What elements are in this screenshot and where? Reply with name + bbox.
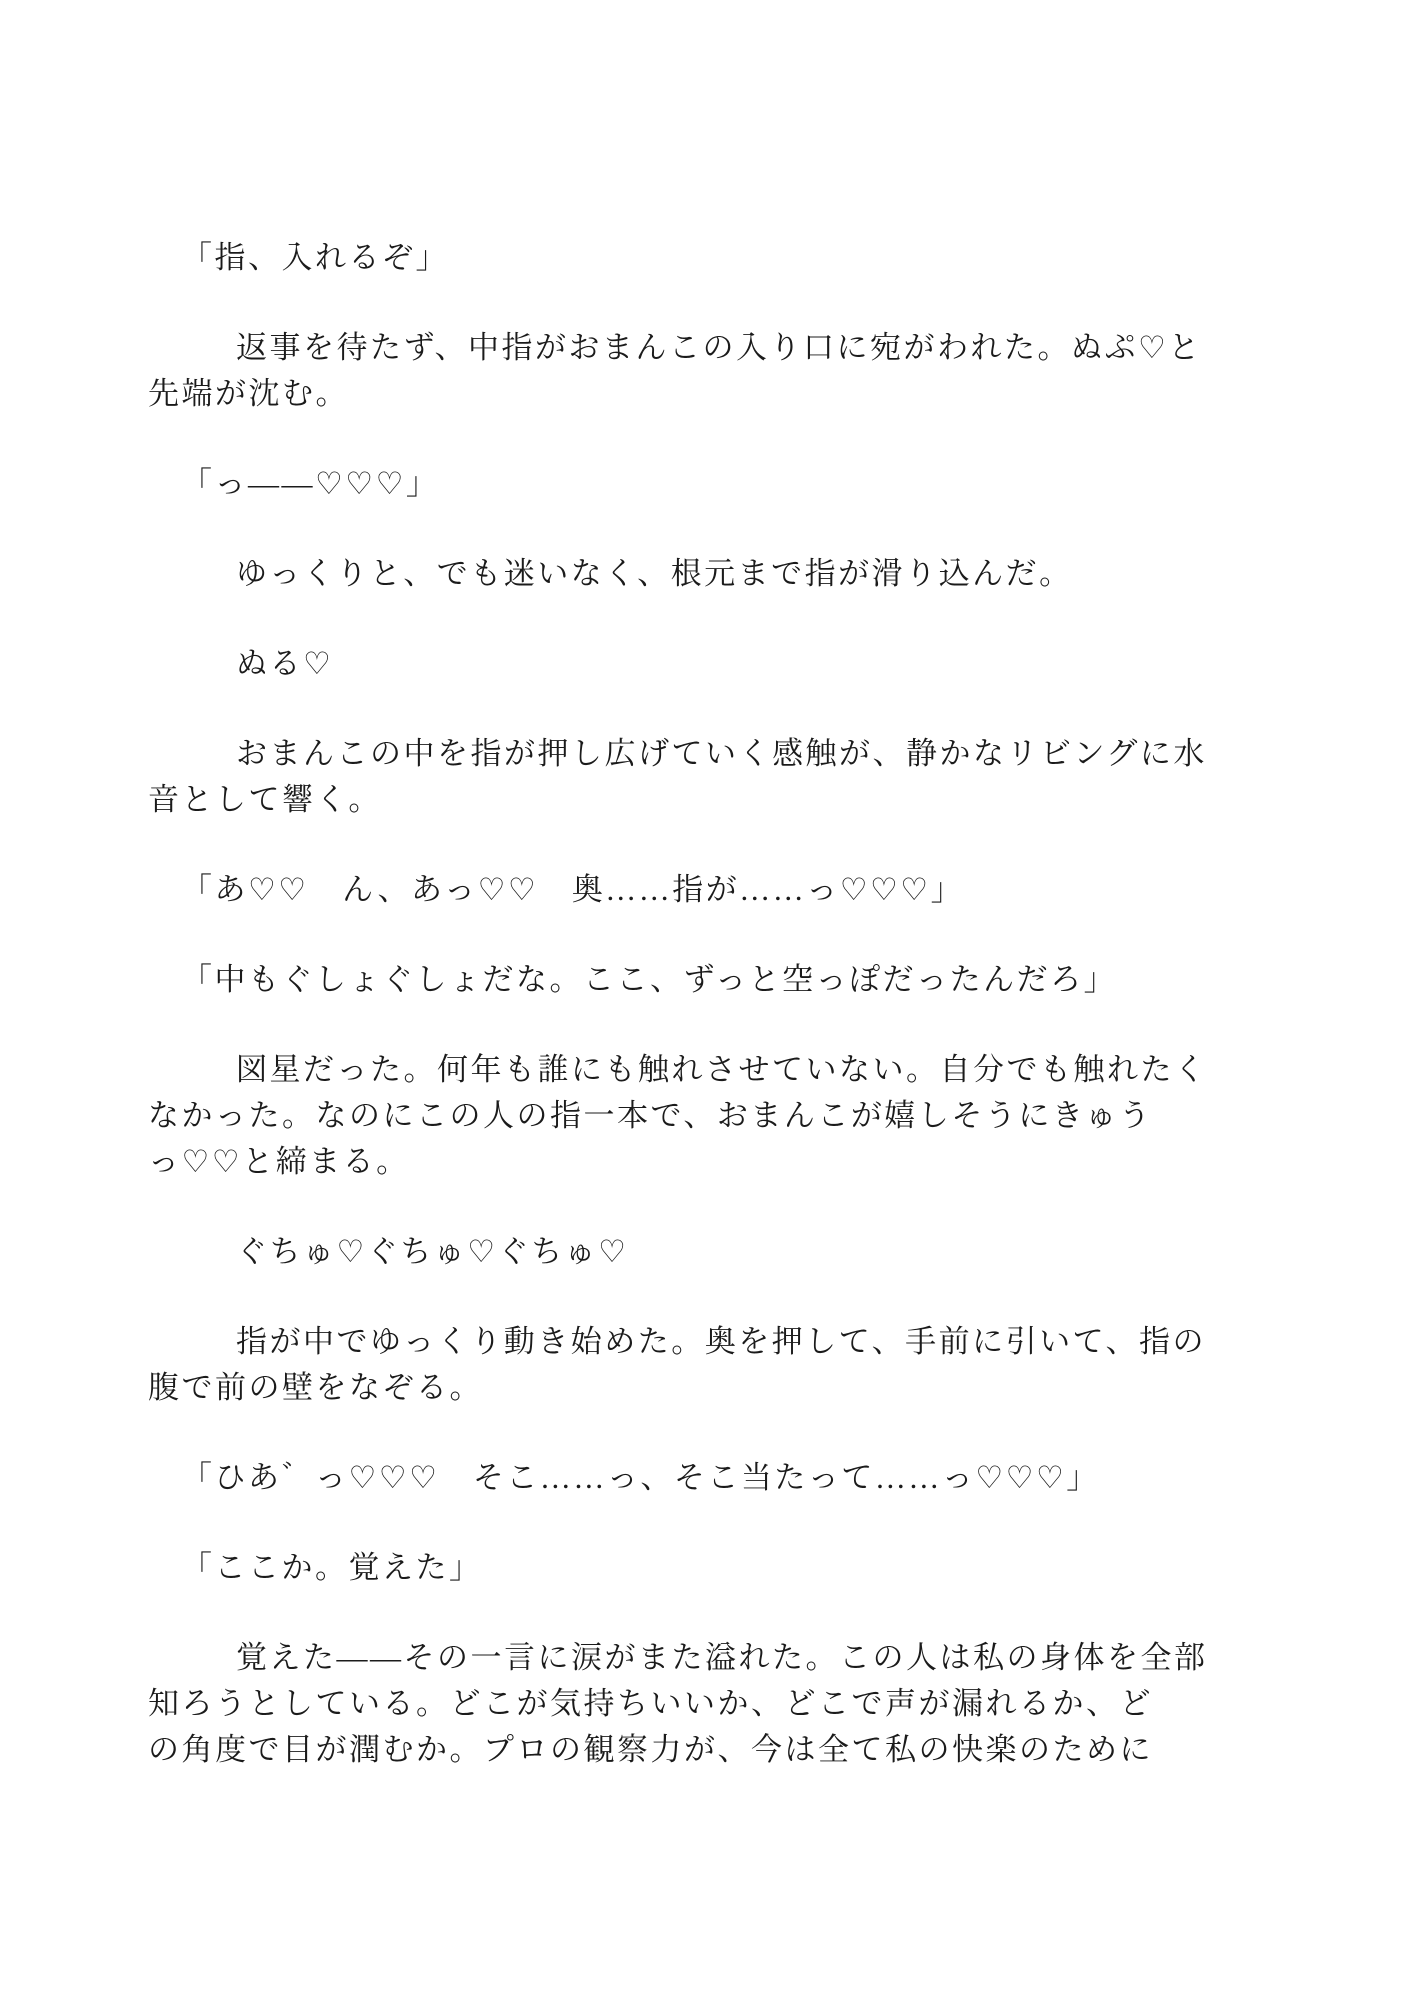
narration-line: 腹で前の壁をなぞる。 [148,1370,483,1405]
dialogue-line: 「指、入れるぞ」 [181,240,449,275]
dialogue-line: 「中もぐしょぐしょだな。ここ、ずっと空っぽだったんだろ」 [181,962,1118,997]
narration-line: 覚えた——その一言に涙がまた溢れた。この人は私の身体を全部 [236,1640,1208,1675]
dialogue-line: 「ここか。覚えた」 [181,1550,483,1585]
paragraph-narration [148,731,1265,823]
paragraph-narration [148,1229,1265,1275]
dialogue-line: 「ひあ゛っ♡♡♡ そこ……っ、そこ当たって……っ♡♡♡」 [181,1460,1100,1495]
paragraph-dialogue [148,461,1265,507]
paragraph-narration [148,551,1265,597]
paragraph-dialogue [148,957,1265,1003]
dialogue-line: 「あ♡♡ ん、あっ♡♡ 奥……指が……っ♡♡♡」 [181,872,965,907]
paragraph-narration [148,325,1265,417]
narration-line: ゆっくりと、でも迷いなく、根元まで指が滑り込んだ。 [236,556,1073,591]
narration-line: なかった。なのにこの人の指一本で、おまんこが嬉しそうにきゅう [148,1098,1153,1133]
narration-line: 音として響く。 [148,782,382,817]
paragraph-dialogue [148,1455,1265,1501]
narration-line: っ♡♡と締まる。 [148,1144,410,1179]
paragraph-narration [148,1635,1265,1773]
narration-line: 図星だった。何年も誰にも触れさせていない。自分でも触れたく [236,1052,1208,1087]
paragraph-narration [148,1319,1265,1411]
narration-line: ぬる♡ [236,646,334,681]
narration-line: 指が中でゆっくり動き始めた。奥を押して、手前に引いて、指の [236,1324,1206,1359]
paragraph-narration [148,641,1265,687]
narration-line: おまんこの中を指が押し広げていく感触が、静かなリビングに水 [236,736,1207,771]
paragraph-dialogue [148,1545,1265,1591]
narration-line: 知ろうとしている。どこが気持ちいいか、どこで声が漏れるか、ど [148,1686,1153,1721]
paragraph-narration [148,1047,1265,1185]
dialogue-line: 「っ——♡♡♡」 [181,466,440,501]
narration-line: の角度で目が潤むか。プロの観察力が、今は全て私の快楽のために [148,1732,1153,1767]
narration-line: 返事を待たず、中指がおまんこの入り口に宛がわれた。ぬぷ♡と [236,330,1202,365]
narration-line: ぐちゅ♡ぐちゅ♡ぐちゅ♡ [236,1234,629,1269]
narration-line: 先端が沈む。 [148,376,349,411]
paragraph-dialogue [148,235,1265,281]
paragraph-dialogue [148,867,1265,913]
